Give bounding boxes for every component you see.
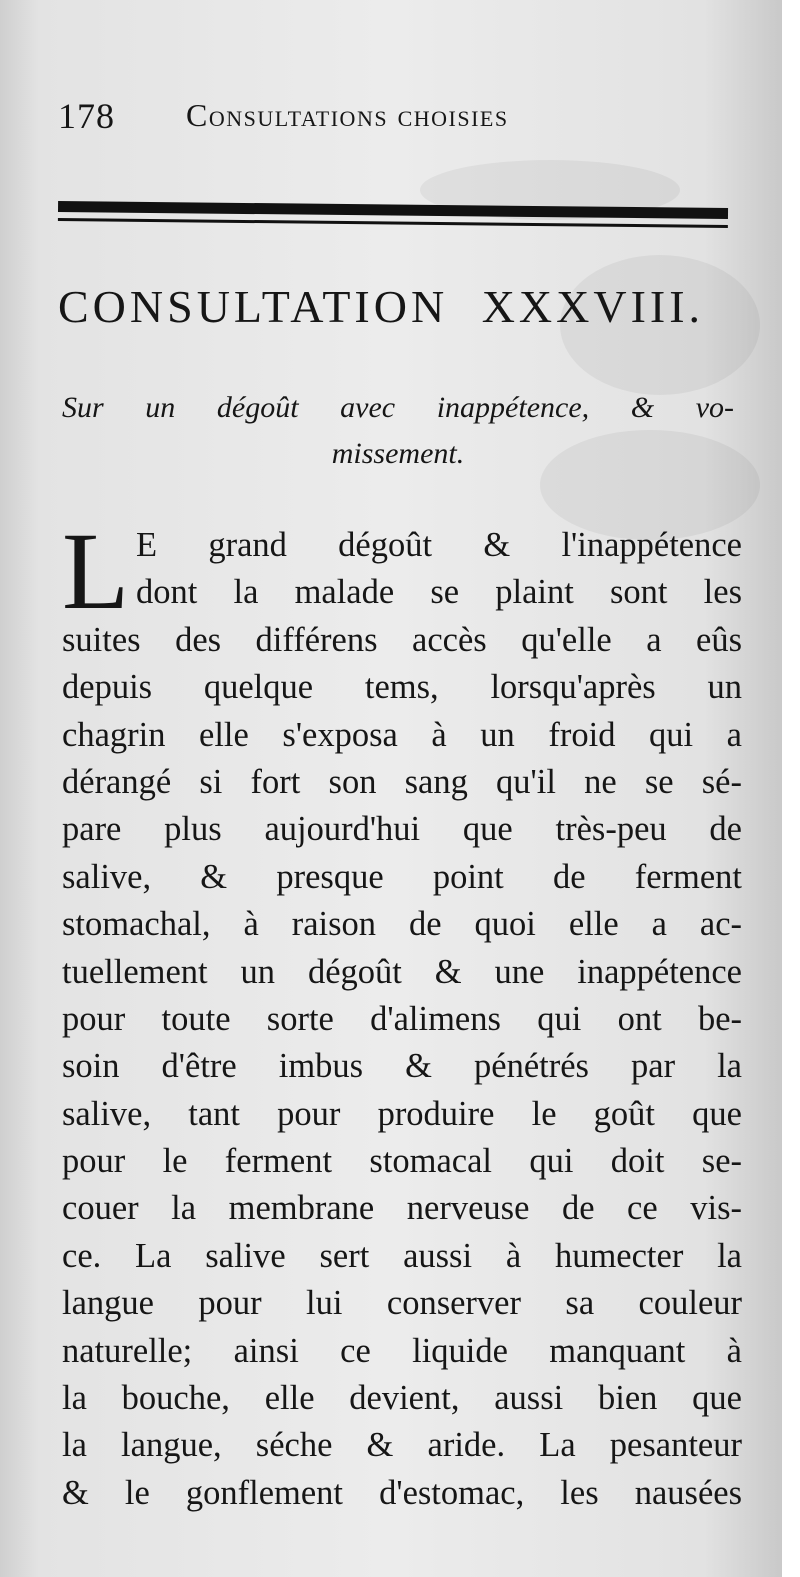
subtitle-line: missement. [331,437,465,470]
consultation-subtitle [62,385,734,477]
text-line: & le gonflement d'estomac, les nausées [62,1473,742,1512]
drop-cap: L [62,510,130,632]
text-line: soin d'être imbus & pénétrés par la [62,1047,742,1086]
text-line: ce. La salive sert aussi à humecter la [62,1236,742,1275]
subtitle-line: Sur un dégoût avec inappétence, & vo- [62,391,734,424]
running-title: Consultations choisies [186,97,509,133]
text-line: naturelle; ainsi ce liquide manquant à [62,1331,742,1370]
text-line: dont la malade se plaint sont les [136,573,742,612]
text-line: stomachal, à raison de quoi elle a ac- [62,905,742,944]
page-number: 178 [58,96,115,136]
text-line: couer la membrane nerveuse de ce vis- [62,1189,742,1228]
text-line: salive, & presque point de ferment [62,857,742,896]
text-line: salive, tant pour produire le goût que [62,1094,742,1133]
text-line: suites des différens accès qu'elle a eûs [62,620,742,659]
text-line: dérangé si fort son sang qu'il ne se sé- [62,762,742,801]
text-line: pour le ferment stomacal qui doit se- [62,1142,742,1181]
page-margin [782,0,800,1577]
consultation-title: CONSULTATION XXXVIII. [58,281,705,332]
text-line: chagrin elle s'exposa à un froid qui a [62,715,742,754]
text-line: la bouche, elle devient, aussi bien que [62,1379,742,1418]
text-line: la langue, séche & aride. La pesanteur [62,1426,742,1465]
text-line: langue pour lui conserver sa couleur [62,1284,742,1323]
text-line: pour toute sorte d'alimens qui ont be- [62,999,742,1038]
text-line: E grand dégoût & l'inappétence [136,526,742,564]
text-line: pare plus aujourd'hui que très-peu de [62,810,742,849]
body-text [62,510,742,1517]
text-line: depuis quelque tems, lorsqu'après un [62,668,742,707]
text-line: tuellement un dégoût & une inappétence [62,952,742,991]
running-head [58,95,728,145]
